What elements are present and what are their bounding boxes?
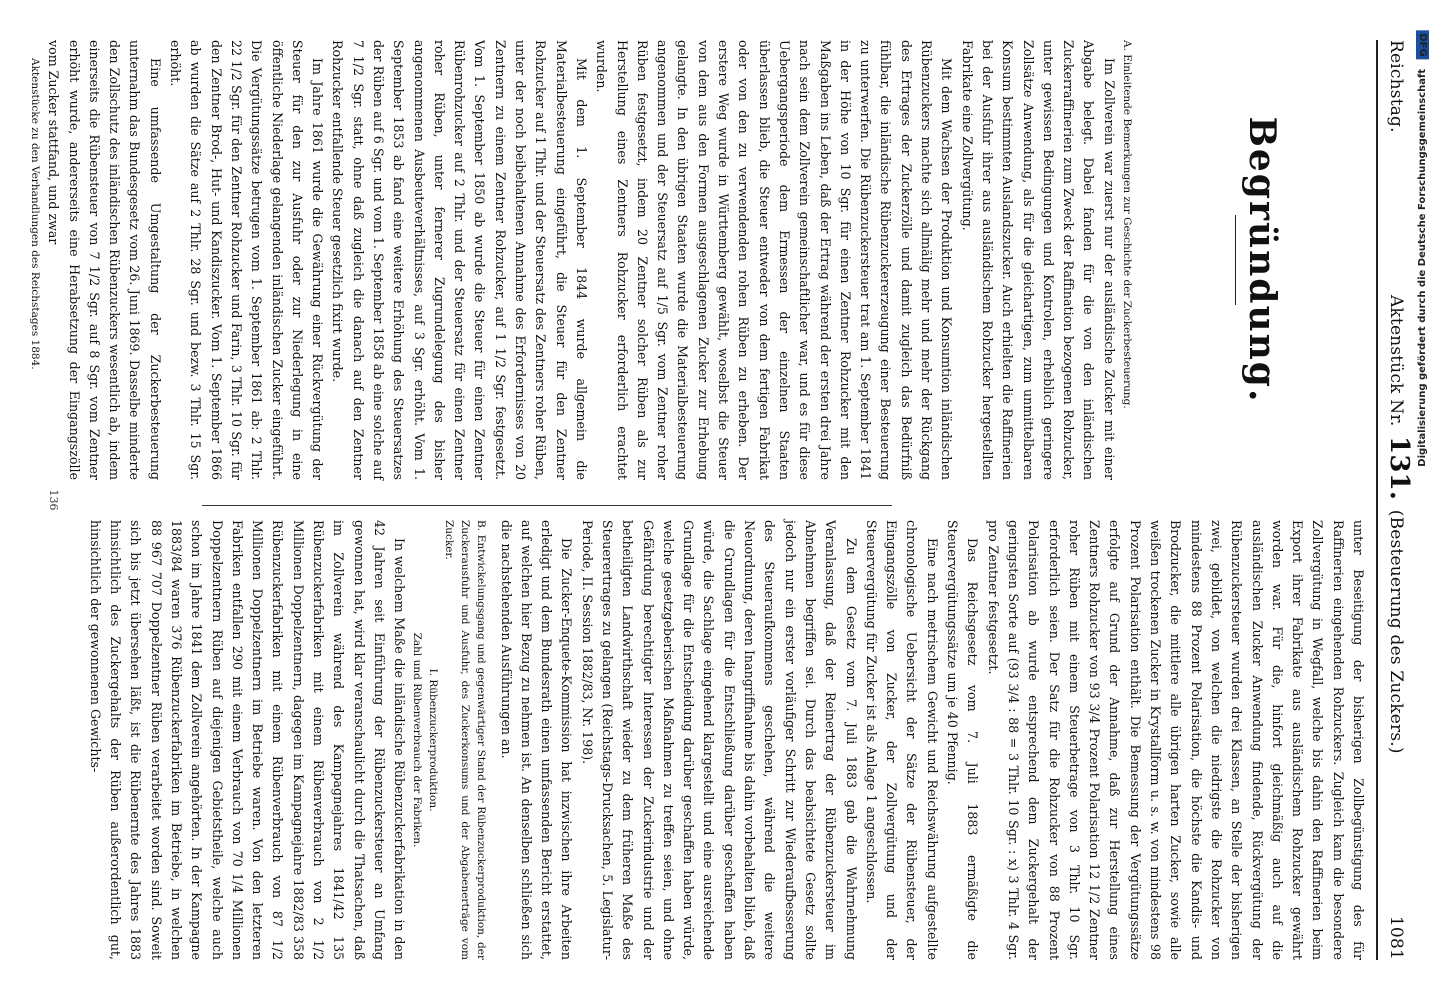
digitization-text: Digitalisierung gefördert durch die Deutsche Forschungsgemeinschaft DFG — [1416, 30, 1429, 467]
left-paragraph: Im Jahre 1861 wurde die Gewährung einer Rückvergütung der Steuer für den zur Ausfuhr oder zur Niederlegung in eine öffentliche Niederlage gelangenden inländischen Zucker eingeführt. Die Vergütungssätze betrugen vom 1. September 1861 ab: 2 Thlr. 22 1/2 Sgr. für den Zentner Rohzucker und Farin, 3 Thlr. 10 Sgr. für den Zentner Brod-, Hut- und Kandiszucker. Vom 1. September 1866 ab wurden die Sätze auf 2 Thlr. 28 Sgr. und bezw. 3 Thlr. 15 Sgr. erhöht. — [168, 40, 326, 480]
left-paragraph: Mit dem 1. September 1844 wurde allgemein die Materialbesteuerung eingeführt, die Steuer für den Zentner Rohzucker auf 1 Thlr. und der Steuersatz des Zentners roher Rüben, unter der noch beibehaltenen Annahme des Erfordernisses von 20 Zentnern zu einem Zentner Rohzucker, auf 1 1/2 Sgr. festgesetzt. Vom 1. September 1850 ab wurde die Steuer für einen Zentner Rübenrohzucker auf 2 Thlr. und der Steuersatz für einen Zentner roher Rüben, unter fernerer Zugrundelegung des bisher angenommenen Ausbeuteverhältnisses, auf 3 Sgr. erhöht. Vom 1. September 1853 ab fand eine weitere Erhöhung des Steuersatzes der Rüben auf 6 Sgr. und vom 1. September 1858 ab eine solche auf 7 1/2 Sgr. statt, ohne daß zugleich die danach auf den Zentner Rohzucker entfallende Steuer gesetzlich fixirt wurde. — [330, 40, 589, 480]
right-paragraph: Zu dem Gesetz vom 7. Juli 1883 gab die Wahrnehmung Veranlassung, daß der Reinertrag der Rübenzuckersteuer im Abnehmen begriffen sei. Durch das beabsichtete Gesetz sollte jedoch nur ein erster vorläufiger Schritt zur Wiederaufbesserung des Steueraufkommens geschehen, während die weitere Neuordnung, deren Inangriffnahme bis dahin vorbehalten blieb, daß die Grundlagen für die Entschließung darüber geschaffen haben würde, die Sachlage eingehend klargestellt und eine ausreichende Grundlage für die Entscheidung darüber geschaffen haben würde, welche gesetzgeberischen Maßnahmen zu treffen seien, und ohne Gefährdung berechtigter Interessen der Zuckerindustrie und der betheiligten Landwirthschaft wieder zu dem früheren Maße des Steuerertrages zu gelangen (Reichstags-Drucksachen, 5. Legislatur-Periode, II. Session 1882/83, Nr. 198). — [579, 520, 859, 960]
header-center — [1384, 295, 1414, 754]
left-paragraph: Mit dem Wachsen der Produktion und Konsumtion inländischen Rübenzuckers machte sich allmälig mehr und mehr der Rückgang des Ertrages der Zuckerzölle und damit zugleich das Bedürfniß fühlbar, die inländische Rübenzuckererzeugung einer Besteuerung zu unterwerfen. Die Rübenzuckersteuer trat am 1. September 1841 in der Höhe von 10 Sgr. für einen Zentner Rohzucker mit den Maßgaben ins Leben, daß der Ertrag während der ersten drei Jahre nach sein dem Zollverein gemeinschaftlicher war, und es für diese Uebergangsperiode dem Ermessen der einzelnen Staaten überlassen blieb, die Steuer entweder von dem fertigen Fabrikat oder von den zu verwendenden rohen Rüben zu erheben. Der erstere Weg wurde in Württemberg gewählt, woselbst die Steuer von dem aus den Formen ausgeschlagenen Zucker zur Erhebung gelangte. In den übrigen Staaten wurde die Materialbesteuerung angenommen und der Steuersatz auf 1/5 Sgr. vom Zentner roher Rüben festgesetzt, indem 20 Zentner solcher Rüben als zur Herstellung eines Zentners Rohzucker erforderlich erachtet wurden. — [594, 40, 955, 480]
left-paragraph: Im Zollverein war zuerst nur der ausländische Zucker mit einer Abgabe belegt. Dabei fanden für die von den inländischen Zuckerraffinerien zum Zweck der Raffination bezogenen Rohzucker, unter gewissen Bedingungen und Kontrolen, erheblich geringere Zollsätze Anwendung, als für die gleichartigen, zum unmittelbaren Konsum bestimmten Auslandszucker. Auch erhielten die Raffinerien bei der Ausfuhr ihrer aus ausländischem Rohzucker hergestellten Fabrikate eine Zollvergütung. — [959, 40, 1117, 480]
column-divider — [202, 505, 892, 506]
section-b-heading: B. Entwickelungsgang und gegenwärtiger Stand der Rübenzuckerproduktion, der Zuckerausfuhr und Ausfuhr, des Zuckerkonsums und der Abgabenerträge vom Zucker. — [443, 520, 488, 960]
header-page-number: 1081 — [1386, 915, 1406, 960]
left-footer: Aktenstücke zu den Verhandlungen des Reichstages 1884. — [28, 58, 41, 370]
header-mid-suffix: (Besteuerung des Zuckers.) — [1386, 509, 1406, 754]
header-number: 131. — [1384, 436, 1414, 501]
title-rule — [1235, 215, 1236, 305]
right-column — [84, 520, 1368, 960]
footer-page-number: 136 — [47, 489, 60, 511]
left-column — [27, 40, 1362, 480]
right-paragraph: Eine nach metrischem Gewicht und Reichswährung aufgestellte chronologische Uebersicht der Sätze der Rübensteuer, der Eingangszölle von Zucker, der Zollvergütung und der Steuervergütung für Zucker ist als Anlage 1 angeschlossen. — [863, 520, 940, 960]
digitization-note — [1411, 30, 1432, 990]
right-paragraph: Die Zucker-Enquete-Kommission hat inzwischen ihre Arbeiten erledigt und dem Bundesrath einen umfassenden Bericht erstattet, auf welchen hier Bezug zu nehmen ist. An denselben schließen sich die nachstehenden Ausführungen an. — [498, 520, 575, 960]
dfg-logo: DFG — [1416, 30, 1429, 59]
right-paragraph: unter Beseitigung der bisherigen Zollbegünstigung des für Raffinerien eingehenden Rohzuckers. Zugleich kam die besondere Zollvergütung in Wegfall, welche bis dahin den Raffinerien beim Export ihrer Fabrikate aus ausländischem Rohzucker gewährt worden war. Für die, hinfort gleichmäßig auch auf die ausländischen Zucker Anwendung findende, Rückvergütung der Rübenzuckersteuer wurden drei Klassen, an Stelle der bisherigen zwei, gebildet, von welchen die niedrigste die Rohzucker von mindestens 88 Prozent Polarisation, die höchste die Kandis- und Brodzucker, die mittlere alle übrigen harten Zucker, sowie alle weißen trockenen Zucker in Krystallform u. s. w. von mindestens 98 Prozent Polarisation enthält. Die Bemessung der Vergütungssätze erfolgte auf Grund der Annahme, daß zur Herstellung eines Zentners Rohzucker von 93 3/4 Prozent Polarisation 12 1/2 Zentner roher Rüben mit einem Steuerbetrage von 3 Thlr. 10 Sgr. erforderlich seien. Der Satz für die Rohzucker von 88 Prozent Polarisation ab wurde entsprechend dem Zuckergehalt der geringsten Sorte auf (93 3/4 : 88 = 3 Thlr. 10 Sgr. : x) 3 Thlr. 4 Sgr. pro Zentner festgesetzt. — [985, 520, 1366, 960]
page-title: Begründung. — [1241, 116, 1283, 404]
header-rule — [1376, 40, 1378, 960]
header-mid-prefix: Aktenstück Nr. — [1386, 294, 1406, 427]
page-header — [1384, 40, 1414, 960]
intro-label: A. Einleitende Bemerkungen zur Geschichte der Zuckerbesteuerung. — [1120, 40, 1133, 409]
header-left: Reichstag. — [1386, 40, 1406, 133]
right-paragraph: In welchem Maße die inländische Rübenzuckerfabrikation in den 42 Jahren seit Einführung der Rübenzuckersteuer an Umfang gewonnen hat, wird klar veranschaulicht durch die Thatsachen, daß im Zollverein während des Kampagnejahres 1841/42 135 Rübenzuckerfabriken mit einem Rübenverbrauch von 2 1/2 Millionen Doppelzentnern, dagegen im Kampagnejahre 1882/83 358 Rübenzuckerfabriken mit einem Rübenverbrauch von 87 1/2 Millionen Doppelzentnern im Betriebe waren. Von den letzteren Fabriken entfallen 290 mit einem Verbrauch von 70 1/4 Millionen Doppelzentnern Rüben auf diejenigen Gebietstheile, welche auch schon im Jahre 1841 dem Zollverein angehörten. In der Kampagne 1883/84 waren 376 Rübenzuckerfabriken im Betriebe, in welchen 88 967 707 Doppelzentner Rüben verarbeitet worden sind. Soweit sich bis jetzt übersehen läßt, ist die Rübenernte des Jahres 1883 hinsichtlich des Zuckergehalts der Rüben außerordentlich gut, hinsichtlich der gewonnenen Gewichts- — [87, 520, 408, 960]
section-subheading: Zahl und Rübenverbrauch der Fabriken. — [411, 632, 424, 848]
section-i-heading: I. Rübenzuckerproduktion. — [427, 668, 440, 812]
left-paragraph: Eine umfassende Umgestaltung der Zuckerbesteuerung unternahm das Bundesgesetz vom 26. Juni 1869. Dasselbe minderte den Zollschutz des inländischen Rübenzuckers wesentlich ab, indem einerseits die Rübensteuer von 7 1/2 Sgr. auf 8 Sgr. vom Zentner erhöht wurde, andererseits eine Herabsetzung der Eingangszölle vom Zucker stattfand, und zwar — [46, 40, 163, 480]
right-paragraph: Das Reichsgesetz vom 7. Juli 1883 ermäßigte die Steuervergütungssätze um je 40 Pfennig. — [945, 520, 981, 960]
